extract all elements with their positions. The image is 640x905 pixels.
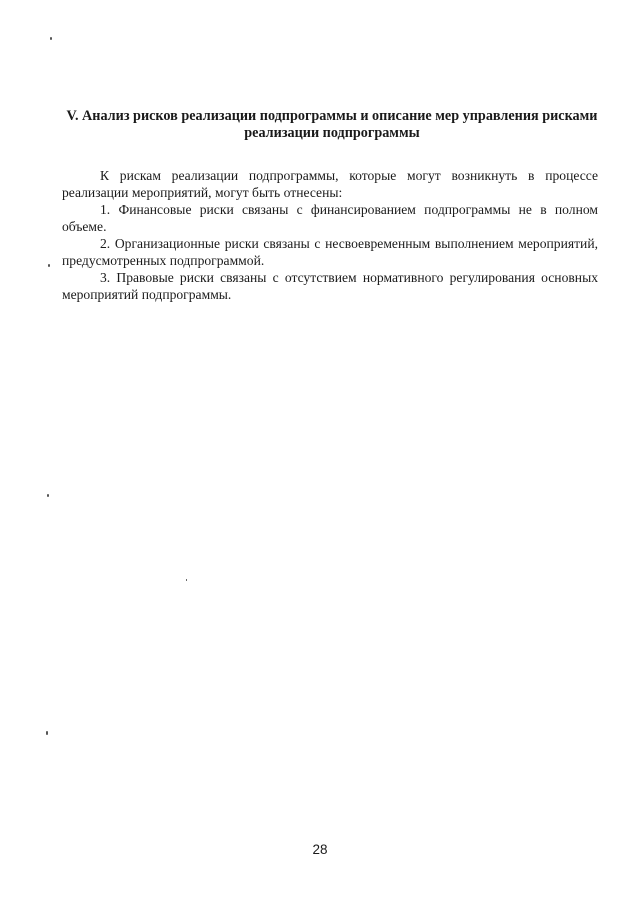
section-title: V. Анализ рисков реализации подпрограммы и описание мер управления рисками реализации подпрограммы: [66, 108, 598, 141]
intro-paragraph: К рискам реализации подпрограммы, которые могут возникнуть в процессе реализации мероприятий, могут быть отнесены:: [62, 168, 598, 200]
section-body: [62, 167, 598, 303]
scan-speck: [186, 579, 187, 581]
scan-speck: [50, 37, 52, 40]
risk-item-legal: 3. Правовые риски связаны с отсутствием нормативного регулирования основных мероприятий подпрограммы.: [62, 270, 598, 302]
risk-item-organizational: 2. Организационные риски связаны с несвоевременным выполнением мероприятий, предусмотренных подпрограммой.: [62, 236, 598, 268]
scan-speck: [48, 264, 50, 267]
risk-item-financial: 1. Финансовые риски связаны с финансированием подпрограммы не в полном объеме.: [62, 202, 598, 234]
scan-speck: [47, 494, 49, 497]
scan-speck: [46, 731, 48, 735]
page-number: 28: [312, 842, 328, 857]
